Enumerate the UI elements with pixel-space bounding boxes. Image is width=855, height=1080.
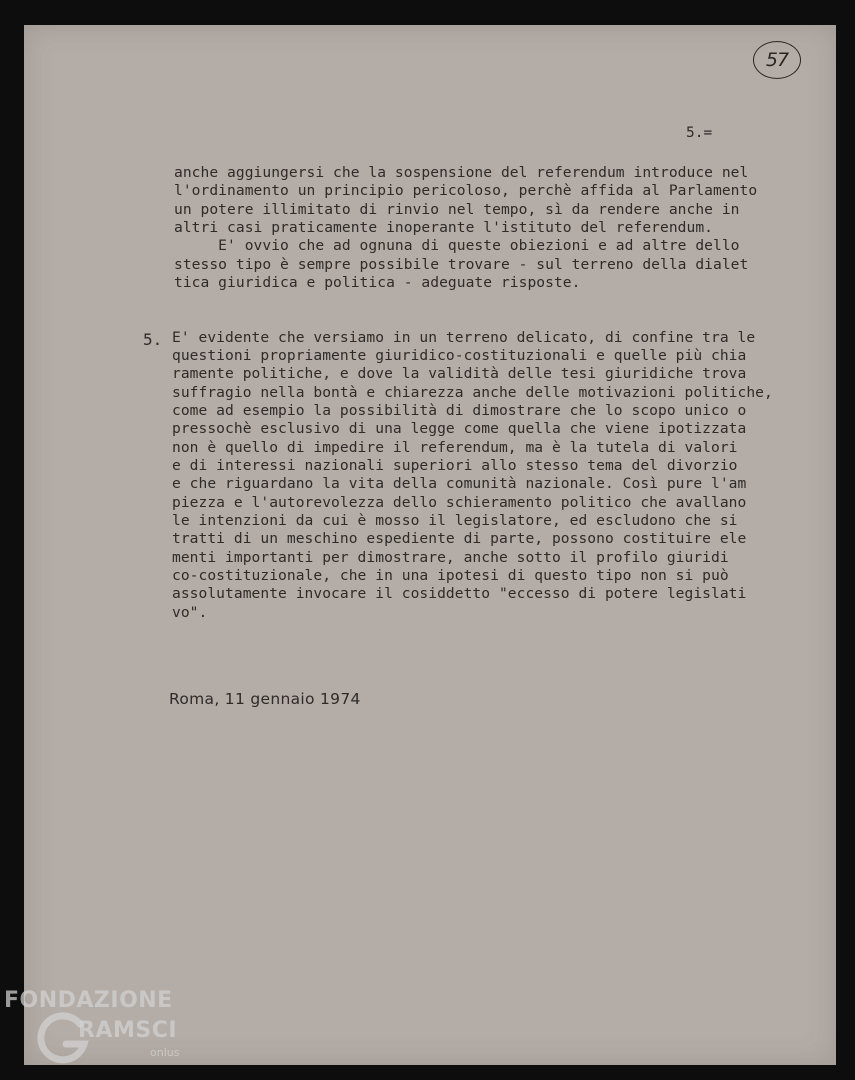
- text-line: un potere illimitato di rinvio nel tempo, sì da rendere anche in: [174, 201, 740, 218]
- text-line: come ad esempio la possibilità di dimostrare che lo scopo unico o: [172, 402, 747, 419]
- text-line: menti importanti per dimostrare, anche sotto il profilo giuridi: [172, 549, 729, 566]
- text-line: assolutamente invocare il cosiddetto "eccesso di potere legislati: [172, 585, 747, 602]
- text-line: tica giuridica e politica - adeguate risposte.: [174, 274, 581, 291]
- text-line: ramente politiche, e dove la validità delle tesi giuridiche trova: [172, 365, 747, 382]
- text-line: piezza e l'autorevolezza dello schieramento politico che avallano: [172, 494, 747, 511]
- text-line: non è quello di impedire il referendum, ma è la tutela di valori: [172, 439, 738, 456]
- watermark-line-1: FONDAZIONE: [4, 988, 173, 1013]
- text-line: pressochè esclusivo di una legge come quella che viene ipotizzata: [172, 420, 747, 437]
- text-line: altri casi praticamente inoperante l'istituto del referendum.: [174, 219, 714, 236]
- text-line: co-costituzionale, che in una ipotesi di questo tipo non si può: [172, 567, 729, 584]
- text-line: questioni propriamente giuridico-costituzionali e quelle più chia: [172, 347, 747, 364]
- text-line: E' evidente che versiamo in un terreno delicato, di confine tra le: [172, 329, 756, 346]
- text-line: E' ovvio che ad ognuna di queste obiezioni e ad altre dello: [174, 237, 740, 254]
- text-line: l'ordinamento un principio pericoloso, perchè affida al Parlamento: [174, 182, 758, 199]
- text-line: suffragio nella bontà e chiarezza anche delle motivazioni politiche,: [172, 384, 773, 401]
- text-line: anche aggiungersi che la sospensione del referendum introduce nel: [174, 164, 749, 181]
- item-number: 5.: [143, 330, 163, 349]
- date-line: Roma, 11 gennaio 1974: [169, 690, 361, 708]
- text-line: tratti di un meschino espediente di parte, possono costituire ele: [172, 530, 747, 547]
- page-number: 5.=: [686, 125, 713, 141]
- folio-number-stamp: [753, 41, 801, 79]
- text-line: e che riguardano la vita della comunità nazionale. Così pure l'am: [172, 475, 747, 492]
- folio-number: 57: [765, 49, 789, 71]
- text-line: stesso tipo è sempre possibile trovare - sul terreno della dialet: [174, 256, 749, 273]
- text-line: e di interessi nazionali superiori allo stesso tema del divorzio: [172, 457, 738, 474]
- text-line: vo".: [172, 604, 208, 621]
- watermark-line-3: onlus: [150, 1046, 180, 1059]
- fondazione-gramsci-watermark: [4, 988, 214, 1078]
- text-line: le intenzioni da cui è mosso il legislatore, ed escludono che si: [172, 512, 738, 529]
- watermark-line-2: RAMSCI: [78, 1018, 178, 1043]
